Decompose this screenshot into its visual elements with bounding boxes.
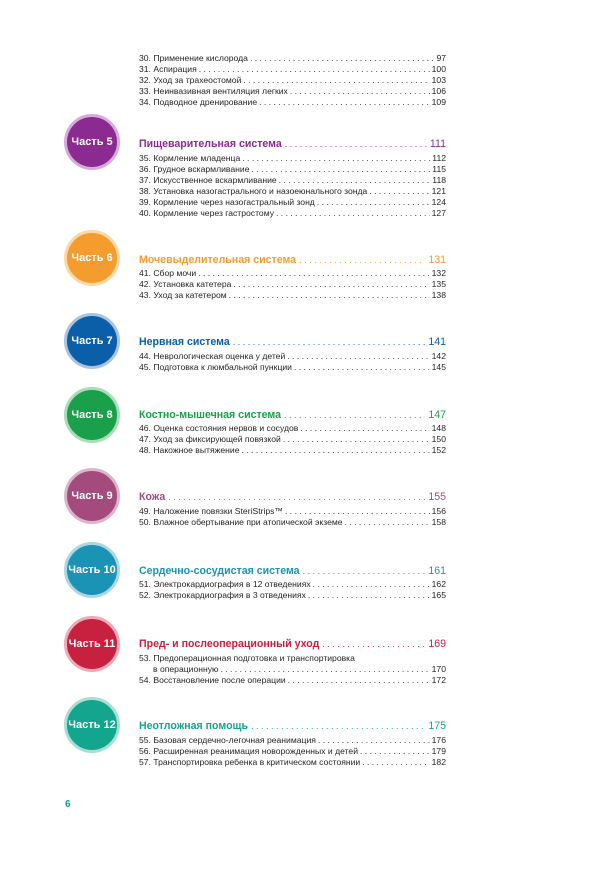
toc-item-title: 33. Неинвазивная вентиляция легких — [139, 86, 288, 96]
toc-item-page: 158 — [431, 517, 446, 527]
part-page: 161 — [428, 565, 446, 577]
toc-item-title: 48. Накожное вытяжение — [139, 445, 240, 455]
toc-item-title: 54. Восстановление после операции — [139, 675, 286, 685]
part-5-heading — [139, 137, 446, 151]
toc-item — [139, 579, 446, 590]
toc-item-title: 37. Искусственное вскармливание — [139, 175, 277, 185]
part-page: 141 — [428, 336, 446, 348]
toc-item-page: 132 — [431, 268, 446, 278]
part-10-heading — [139, 564, 446, 578]
toc-item — [139, 351, 446, 362]
toc-item-title: 44. Неврологическая оценка у детей — [139, 351, 286, 361]
toc-item-title: 39. Кормление через назогастральный зонд — [139, 197, 315, 207]
leader-dots — [242, 153, 430, 164]
toc-item-title: 55. Базовая сердечно-легочная реанимация — [139, 735, 316, 745]
toc-item-page: 152 — [431, 445, 446, 455]
leader-dots — [345, 517, 430, 528]
part-page: 131 — [428, 254, 446, 266]
toc-item — [139, 53, 446, 64]
part-11-badge — [64, 616, 120, 672]
part-10-badge — [64, 542, 120, 598]
leader-dots — [250, 53, 435, 64]
toc-item — [139, 735, 446, 746]
part-5-badge — [64, 114, 120, 170]
toc-item — [139, 517, 446, 528]
toc-item-title: 49. Наложение повязки SteriStrips™ — [139, 506, 284, 516]
part-badge-label: Часть 8 — [71, 409, 113, 421]
part-badge-label: Часть 6 — [71, 252, 113, 264]
toc-item-title: 45. Подготовка к люмбальной пункции — [139, 362, 292, 372]
toc-item-page: 115 — [432, 164, 446, 174]
toc-item — [139, 746, 446, 757]
toc-item-page: 142 — [431, 351, 446, 361]
part-7-heading — [139, 335, 446, 349]
part-title: Нервная система — [139, 336, 230, 348]
toc-item-title: 41. Сбор мочи — [139, 268, 197, 278]
leader-dots — [259, 97, 430, 108]
part-6-badge — [64, 230, 120, 286]
toc-item-page: 179 — [431, 746, 446, 756]
toc-item-title: 46. Оценка состояния нервов и сосудов — [139, 423, 299, 433]
toc-item — [139, 757, 446, 768]
toc-item — [139, 86, 446, 97]
toc-item-page: 138 — [431, 290, 446, 300]
part-9-heading — [139, 490, 446, 504]
toc-item-page: 97 — [436, 53, 446, 63]
toc-item — [139, 434, 446, 445]
toc-item-title: 56. Расширенная реанимация новорожденных и детей — [139, 746, 359, 756]
toc-item-title: 43. Уход за катетером — [139, 290, 227, 300]
toc-item-page: 112 — [432, 153, 446, 163]
part-title: Кожа — [139, 491, 166, 503]
leader-dots — [251, 719, 425, 733]
part-badge-label: Часть 7 — [71, 335, 113, 347]
leader-dots — [276, 208, 430, 219]
part-title: Сердечно-сосудистая система — [139, 565, 300, 577]
leader-dots — [284, 408, 425, 422]
toc-item-page: 103 — [431, 75, 446, 85]
toc-item-title: 51. Электрокардиография в 12 отведениях — [139, 579, 311, 589]
leader-dots — [322, 637, 425, 651]
leader-dots — [369, 186, 429, 197]
part-page: 147 — [428, 409, 446, 421]
toc-item-continuation — [139, 664, 446, 675]
leader-dots — [287, 351, 429, 362]
toc-item — [139, 590, 446, 601]
toc-item — [139, 268, 446, 279]
part-7-badge — [64, 313, 120, 369]
toc-item — [139, 445, 446, 456]
toc-item-page: 170 — [431, 664, 446, 674]
part-8-badge — [64, 387, 120, 443]
toc-item — [139, 175, 446, 186]
toc-item-title: 57. Транспортировка ребенка в критическом состоянии — [139, 757, 361, 767]
leader-dots — [251, 164, 430, 175]
leader-dots — [242, 445, 430, 456]
toc-item-title: 42. Установка катетера — [139, 279, 232, 289]
leader-dots — [279, 175, 431, 186]
toc-item-page: 150 — [431, 434, 446, 444]
part-12-heading — [139, 719, 446, 733]
toc-item-page: 165 — [431, 590, 446, 600]
leader-dots — [303, 564, 426, 578]
toc-item — [139, 186, 446, 197]
leader-dots — [318, 735, 430, 746]
toc-item-title: 53. Предоперационная подготовка и транспортировка — [139, 653, 355, 663]
toc-item-title: 52. Электрокардиография в 3 отведениях — [139, 590, 306, 600]
part-title: Пищеварительная система — [139, 138, 282, 150]
toc-item-title: 40. Кормление через гастростому — [139, 208, 275, 218]
part-title: Костно-мышечная система — [139, 409, 282, 421]
leader-dots — [285, 137, 427, 151]
toc-item — [139, 506, 446, 517]
part-badge-label: Часть 5 — [71, 136, 113, 148]
leader-dots — [199, 64, 430, 75]
toc-item — [139, 279, 446, 290]
leader-dots — [300, 423, 429, 434]
toc-item — [139, 423, 446, 434]
toc-item-page: 182 — [431, 757, 446, 767]
toc-item-page: 127 — [431, 208, 446, 218]
part-title: Неотложная помощь — [139, 720, 248, 732]
toc-item — [139, 97, 446, 108]
leader-dots — [283, 434, 430, 445]
toc-item-page: 109 — [431, 97, 446, 107]
toc-item-title: 36. Грудное вскармливание — [139, 164, 250, 174]
toc-item-title: 38. Установка назогастрального и назоеюнального зонда — [139, 186, 368, 196]
toc-item-page: 100 — [431, 64, 446, 74]
leader-dots — [288, 675, 430, 686]
toc-item-page: 162 — [431, 579, 446, 589]
toc-item-page: 118 — [432, 175, 446, 185]
leader-dots — [198, 268, 429, 279]
leader-dots — [360, 746, 430, 757]
part-page: 175 — [428, 720, 446, 732]
leader-dots — [313, 579, 430, 590]
toc-item — [139, 653, 446, 664]
part-badge-label: Часть 9 — [71, 490, 113, 502]
toc-item-page: 148 — [431, 423, 446, 433]
toc-item-page: 145 — [431, 362, 446, 372]
leader-dots — [233, 335, 426, 349]
leader-dots — [220, 664, 429, 675]
leader-dots — [290, 86, 430, 97]
leader-dots — [243, 75, 429, 86]
toc-item — [139, 290, 446, 301]
part-page: 155 — [428, 491, 446, 503]
leader-dots — [317, 197, 430, 208]
toc-item-title: в операционную — [153, 664, 219, 674]
part-badge-label: Часть 12 — [68, 719, 116, 731]
toc-item — [139, 164, 446, 175]
part-6-heading — [139, 253, 446, 267]
toc-item-title: 47. Уход за фиксирующей повязкой — [139, 434, 281, 444]
leader-dots — [299, 253, 425, 267]
leader-dots — [362, 757, 429, 768]
toc-item-page: 176 — [431, 735, 446, 745]
toc-item — [139, 64, 446, 75]
toc-item-title: 35. Кормление младенца — [139, 153, 241, 163]
toc-item-page: 156 — [431, 506, 446, 516]
leader-dots — [294, 362, 430, 373]
part-badge-label: Часть 11 — [68, 638, 116, 650]
toc-item-title: 32. Уход за трахеостомой — [139, 75, 242, 85]
toc-item-page: 106 — [431, 86, 446, 96]
toc-item — [139, 675, 446, 686]
toc-item-page: 121 — [431, 186, 446, 196]
leader-dots — [233, 279, 429, 290]
toc-item-page: 135 — [431, 279, 446, 289]
toc-item-title: 30. Применение кислорода — [139, 53, 248, 63]
part-page: 111 — [429, 138, 446, 150]
toc-item-title: 31. Аспирация — [139, 64, 197, 74]
leader-dots — [308, 590, 430, 601]
toc-item-page: 172 — [431, 675, 446, 685]
toc-item-page: 124 — [431, 197, 446, 207]
toc-item-title: 34. Подводное дренирование — [139, 97, 258, 107]
leader-dots — [168, 490, 425, 504]
part-9-badge — [64, 468, 120, 524]
part-page: 169 — [428, 638, 446, 650]
toc-item — [139, 75, 446, 86]
toc-item — [139, 208, 446, 219]
part-12-badge — [64, 697, 120, 753]
toc-item — [139, 197, 446, 208]
toc-item — [139, 362, 446, 373]
part-8-heading — [139, 408, 446, 422]
leader-dots — [285, 506, 430, 517]
part-11-heading — [139, 637, 446, 651]
part-badge-label: Часть 10 — [68, 564, 116, 576]
toc-item — [139, 153, 446, 164]
part-title: Мочевыделительная система — [139, 254, 297, 266]
leader-dots — [229, 290, 430, 301]
page-number: 6 — [65, 799, 71, 810]
toc-item-title: 50. Влажное обертывание при атопической экземе — [139, 517, 343, 527]
part-title: Пред- и послеоперационный уход — [139, 638, 320, 650]
